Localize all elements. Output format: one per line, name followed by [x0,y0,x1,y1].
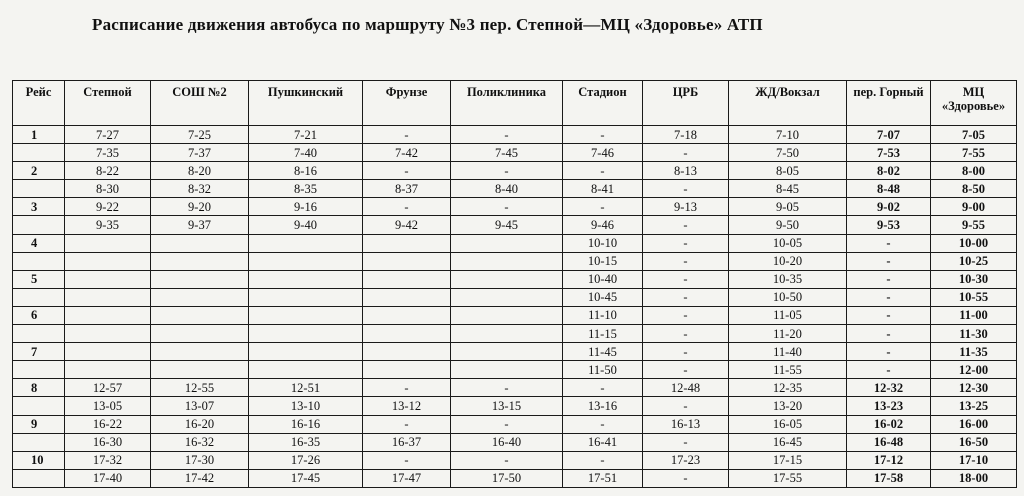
trip-number-cell: 9 [13,415,65,433]
time-cell: 7-18 [643,126,729,144]
time-cell [249,234,363,252]
time-cell: 11-20 [729,325,847,343]
time-cell: - [643,288,729,306]
trip-number-cell [13,361,65,379]
time-cell: - [847,234,931,252]
column-header: пер. Горный [847,81,931,126]
time-cell: 7-40 [249,144,363,162]
time-cell: 9-53 [847,216,931,234]
trip-number-cell [13,433,65,451]
time-cell: 9-16 [249,198,363,216]
time-cell [451,252,563,270]
time-cell [451,325,563,343]
table-row [13,379,1017,397]
time-cell: 8-41 [563,180,643,198]
time-cell: 16-30 [65,433,151,451]
table-row [13,144,1017,162]
time-cell [363,288,451,306]
time-cell: 7-35 [65,144,151,162]
time-cell [65,343,151,361]
time-cell: 9-35 [65,216,151,234]
time-cell: 17-15 [729,451,847,469]
trip-number-cell [13,397,65,415]
time-cell [65,234,151,252]
time-cell: 17-51 [563,469,643,487]
time-cell [451,234,563,252]
time-cell: 17-12 [847,451,931,469]
time-cell: 7-45 [451,144,563,162]
time-cell: - [363,451,451,469]
time-cell: - [363,415,451,433]
time-cell [249,306,363,324]
time-cell: 9-55 [931,216,1017,234]
table-row [13,198,1017,216]
time-cell: - [643,343,729,361]
table-row [13,397,1017,415]
time-cell: 8-02 [847,162,931,180]
time-cell [249,325,363,343]
time-cell: 8-40 [451,180,563,198]
time-cell: 11-45 [563,343,643,361]
time-cell: - [563,379,643,397]
time-cell: - [643,234,729,252]
time-cell: - [451,415,563,433]
schedule-table [12,80,1017,488]
time-cell: 9-05 [729,198,847,216]
time-cell: 8-13 [643,162,729,180]
time-cell: 16-13 [643,415,729,433]
time-cell: 7-25 [151,126,249,144]
time-cell: 8-00 [931,162,1017,180]
time-cell: 9-00 [931,198,1017,216]
time-cell: 10-40 [563,270,643,288]
time-cell [451,288,563,306]
table-row [13,234,1017,252]
time-cell: - [363,162,451,180]
time-cell: - [563,198,643,216]
time-cell [151,306,249,324]
time-cell: 16-45 [729,433,847,451]
time-cell: - [643,397,729,415]
time-cell [151,343,249,361]
time-cell [151,288,249,306]
time-cell [65,325,151,343]
table-row [13,126,1017,144]
time-cell: 10-10 [563,234,643,252]
time-cell: 17-26 [249,451,363,469]
time-cell: 16-02 [847,415,931,433]
time-cell: 7-37 [151,144,249,162]
time-cell [151,361,249,379]
time-cell: 13-10 [249,397,363,415]
trip-number-cell: 7 [13,343,65,361]
table-row [13,415,1017,433]
time-cell: 13-16 [563,397,643,415]
time-cell [249,288,363,306]
time-cell: - [643,216,729,234]
table-row [13,306,1017,324]
time-cell: 7-55 [931,144,1017,162]
time-cell: 7-46 [563,144,643,162]
time-cell: 10-15 [563,252,643,270]
time-cell: 16-50 [931,433,1017,451]
time-cell: 11-30 [931,325,1017,343]
time-cell: 7-53 [847,144,931,162]
table-row [13,451,1017,469]
time-cell: 10-35 [729,270,847,288]
time-cell [363,361,451,379]
time-cell: 16-41 [563,433,643,451]
time-cell [249,343,363,361]
time-cell [65,361,151,379]
time-cell: 11-00 [931,306,1017,324]
time-cell: 7-21 [249,126,363,144]
time-cell: - [643,325,729,343]
time-cell [363,234,451,252]
time-cell: 13-25 [931,397,1017,415]
time-cell: 10-55 [931,288,1017,306]
time-cell: 9-40 [249,216,363,234]
time-cell: 16-32 [151,433,249,451]
trip-number-cell: 3 [13,198,65,216]
table-row [13,469,1017,487]
time-cell: 8-05 [729,162,847,180]
time-cell: - [643,180,729,198]
time-cell [151,234,249,252]
time-cell: 7-10 [729,126,847,144]
time-cell: 8-32 [151,180,249,198]
time-cell: - [847,361,931,379]
time-cell: 16-16 [249,415,363,433]
time-cell: 13-05 [65,397,151,415]
time-cell: - [563,451,643,469]
time-cell: 8-50 [931,180,1017,198]
table-row [13,216,1017,234]
time-cell: 7-07 [847,126,931,144]
time-cell [151,270,249,288]
time-cell: - [643,469,729,487]
trip-number-cell: 6 [13,306,65,324]
time-cell: 8-22 [65,162,151,180]
time-cell: - [847,343,931,361]
time-cell: 11-05 [729,306,847,324]
trip-number-cell [13,144,65,162]
time-cell [451,361,563,379]
time-cell: - [643,144,729,162]
time-cell: 17-47 [363,469,451,487]
trip-number-cell [13,325,65,343]
time-cell: 12-51 [249,379,363,397]
time-cell [363,306,451,324]
time-cell: 17-23 [643,451,729,469]
time-cell [65,288,151,306]
time-cell: 17-40 [65,469,151,487]
time-cell [249,270,363,288]
time-cell: 11-50 [563,361,643,379]
time-cell: - [451,379,563,397]
time-cell: 17-30 [151,451,249,469]
column-header: Поликлиника [451,81,563,126]
column-header: Фрунзе [363,81,451,126]
schedule-body [13,126,1017,488]
time-cell: - [451,198,563,216]
time-cell: - [847,252,931,270]
time-cell: - [847,270,931,288]
time-cell: 9-22 [65,198,151,216]
trip-number-cell: 4 [13,234,65,252]
time-cell [363,270,451,288]
time-cell: - [451,162,563,180]
time-cell: 7-42 [363,144,451,162]
time-cell: 7-27 [65,126,151,144]
time-cell: 8-30 [65,180,151,198]
time-cell: - [563,126,643,144]
time-cell: 16-00 [931,415,1017,433]
time-cell: 10-50 [729,288,847,306]
table-row [13,288,1017,306]
time-cell: - [363,379,451,397]
trip-number-cell: 10 [13,451,65,469]
time-cell: - [563,415,643,433]
time-cell: 8-20 [151,162,249,180]
time-cell: 16-20 [151,415,249,433]
page-title: Расписание движения автобуса по маршруту №3 пер. Степной—МЦ «Здоровье» АТП [92,15,763,34]
time-cell: 17-45 [249,469,363,487]
table-row [13,433,1017,451]
time-cell [363,343,451,361]
column-header: Степной [65,81,151,126]
time-cell: 8-45 [729,180,847,198]
time-cell [451,270,563,288]
column-header: МЦ «Здоровье» [931,81,1017,126]
time-cell [451,306,563,324]
time-cell: 16-05 [729,415,847,433]
time-cell: 17-32 [65,451,151,469]
time-cell [151,325,249,343]
table-row [13,162,1017,180]
time-cell: 16-22 [65,415,151,433]
time-cell: 12-35 [729,379,847,397]
time-cell [65,252,151,270]
table-row [13,343,1017,361]
time-cell: 11-10 [563,306,643,324]
time-cell: 12-30 [931,379,1017,397]
time-cell: 7-05 [931,126,1017,144]
table-row [13,325,1017,343]
time-cell [363,252,451,270]
trip-number-cell: 1 [13,126,65,144]
time-cell: 13-15 [451,397,563,415]
time-cell: 17-58 [847,469,931,487]
time-cell: - [847,288,931,306]
time-cell: 10-20 [729,252,847,270]
time-cell: 17-50 [451,469,563,487]
table-row [13,252,1017,270]
time-cell [65,306,151,324]
time-cell: - [643,270,729,288]
time-cell: 10-45 [563,288,643,306]
column-header: Пушкинский [249,81,363,126]
time-cell: - [643,361,729,379]
time-cell: - [643,433,729,451]
time-cell: 7-50 [729,144,847,162]
time-cell: 8-48 [847,180,931,198]
time-cell: - [363,198,451,216]
trip-number-cell: 8 [13,379,65,397]
time-cell: 9-20 [151,198,249,216]
time-cell: 9-45 [451,216,563,234]
time-cell: 11-15 [563,325,643,343]
time-cell: 12-48 [643,379,729,397]
time-cell: 11-40 [729,343,847,361]
time-cell: 13-20 [729,397,847,415]
time-cell: 10-05 [729,234,847,252]
time-cell [249,361,363,379]
column-header: Стадион [563,81,643,126]
trip-number-cell [13,180,65,198]
time-cell: 9-13 [643,198,729,216]
trip-number-cell [13,288,65,306]
time-cell: - [847,306,931,324]
trip-number-cell: 2 [13,162,65,180]
column-header: Рейс [13,81,65,126]
time-cell [249,252,363,270]
time-cell [363,325,451,343]
time-cell: 9-02 [847,198,931,216]
time-cell: - [451,451,563,469]
time-cell: 12-00 [931,361,1017,379]
time-cell: 10-00 [931,234,1017,252]
time-cell: 18-00 [931,469,1017,487]
time-cell: - [563,162,643,180]
time-cell: 11-55 [729,361,847,379]
time-cell: 8-35 [249,180,363,198]
time-cell: - [363,126,451,144]
time-cell [65,270,151,288]
time-cell: 13-23 [847,397,931,415]
table-row [13,361,1017,379]
trip-number-cell [13,216,65,234]
time-cell [151,252,249,270]
time-cell: 17-55 [729,469,847,487]
time-cell: 9-50 [729,216,847,234]
time-cell: 9-42 [363,216,451,234]
time-cell [451,343,563,361]
time-cell: - [847,325,931,343]
trip-number-cell [13,252,65,270]
time-cell: 16-48 [847,433,931,451]
time-cell: 9-46 [563,216,643,234]
trip-number-cell: 5 [13,270,65,288]
time-cell: 8-16 [249,162,363,180]
column-header: ЖД/Вокзал [729,81,847,126]
time-cell: 16-40 [451,433,563,451]
time-cell: 10-25 [931,252,1017,270]
time-cell: 16-37 [363,433,451,451]
time-cell: 16-35 [249,433,363,451]
table-row [13,270,1017,288]
time-cell: 10-30 [931,270,1017,288]
trip-number-cell [13,469,65,487]
time-cell: 12-57 [65,379,151,397]
time-cell: 12-55 [151,379,249,397]
time-cell: 17-42 [151,469,249,487]
table-row [13,180,1017,198]
time-cell: - [643,306,729,324]
time-cell: 17-10 [931,451,1017,469]
time-cell: 12-32 [847,379,931,397]
time-cell: 13-12 [363,397,451,415]
time-cell: 8-37 [363,180,451,198]
column-header: СОШ №2 [151,81,249,126]
time-cell: 11-35 [931,343,1017,361]
column-header: ЦРБ [643,81,729,126]
time-cell: - [643,252,729,270]
time-cell: - [451,126,563,144]
time-cell: 9-37 [151,216,249,234]
header-row [13,81,1017,126]
time-cell: 13-07 [151,397,249,415]
